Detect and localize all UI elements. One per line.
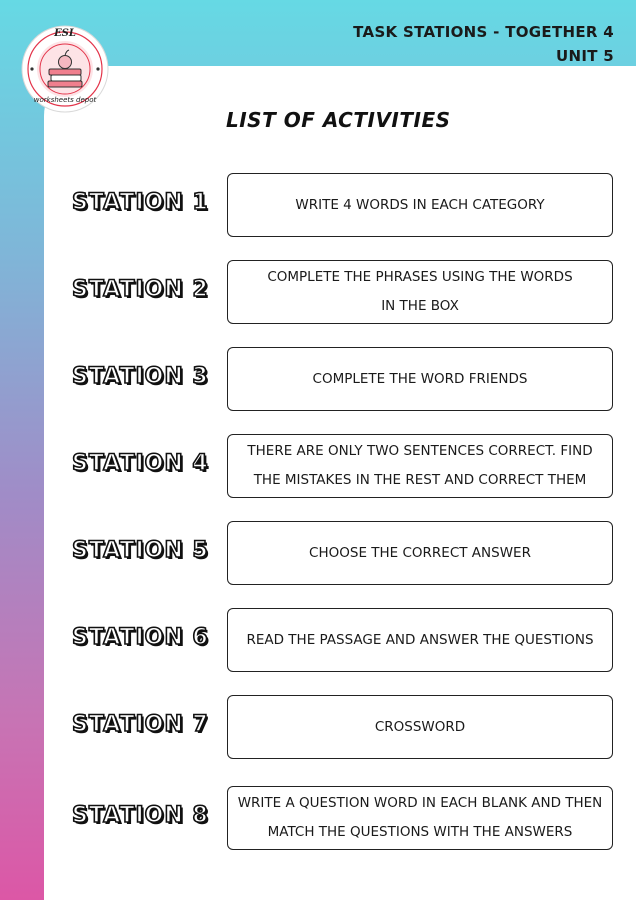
station-task-text: COMPLETE THE PHRASES USING THE WORDS IN THE BOX [267, 269, 573, 314]
station-label: STATION 1 [72, 190, 209, 215]
station-task-box [227, 695, 613, 759]
logo-bottom-text: worksheets depot [33, 96, 97, 104]
header-unit: UNIT 5 [555, 47, 614, 65]
station-label: STATION 3 [72, 364, 209, 389]
page-title: LIST OF ACTIVITIES [226, 108, 451, 132]
header-title: TASK STATIONS - TOGETHER 4 [353, 23, 614, 41]
station-label: STATION 2 [72, 277, 209, 302]
station-task-text: THERE ARE ONLY TWO SENTENCES CORRECT. FIND THE MISTAKES IN THE REST AND CORRECT THEM [247, 443, 593, 488]
station-task-box [227, 786, 613, 850]
station-task-box [227, 347, 613, 411]
esl-worksheets-depot-logo [20, 24, 110, 114]
station-task-text: READ THE PASSAGE AND ANSWER THE QUESTIONS [246, 631, 594, 648]
station-task-text: COMPLETE THE WORD FRIENDS [312, 370, 528, 387]
station-task-box [227, 434, 613, 498]
station-label: STATION 7 [72, 712, 209, 737]
station-label: STATION 6 [72, 625, 209, 650]
station-label: STATION 4 [72, 451, 209, 476]
station-task-text: WRITE A QUESTION WORD IN EACH BLANK AND THEN MATCH THE QUESTIONS WITH THE ANSWERS [237, 795, 603, 840]
station-task-box [227, 260, 613, 324]
logo-top-text: ESL [54, 28, 76, 39]
document-header [353, 20, 614, 68]
station-task-box [227, 521, 613, 585]
station-label: STATION 5 [72, 538, 209, 563]
station-task-box [227, 173, 613, 237]
station-task-text: WRITE 4 WORDS IN EACH CATEGORY [295, 196, 545, 213]
station-task-box [227, 608, 613, 672]
station-task-text: CROSSWORD [374, 718, 466, 735]
station-label: STATION 8 [72, 803, 209, 828]
station-task-text: CHOOSE THE CORRECT ANSWER [309, 544, 531, 561]
